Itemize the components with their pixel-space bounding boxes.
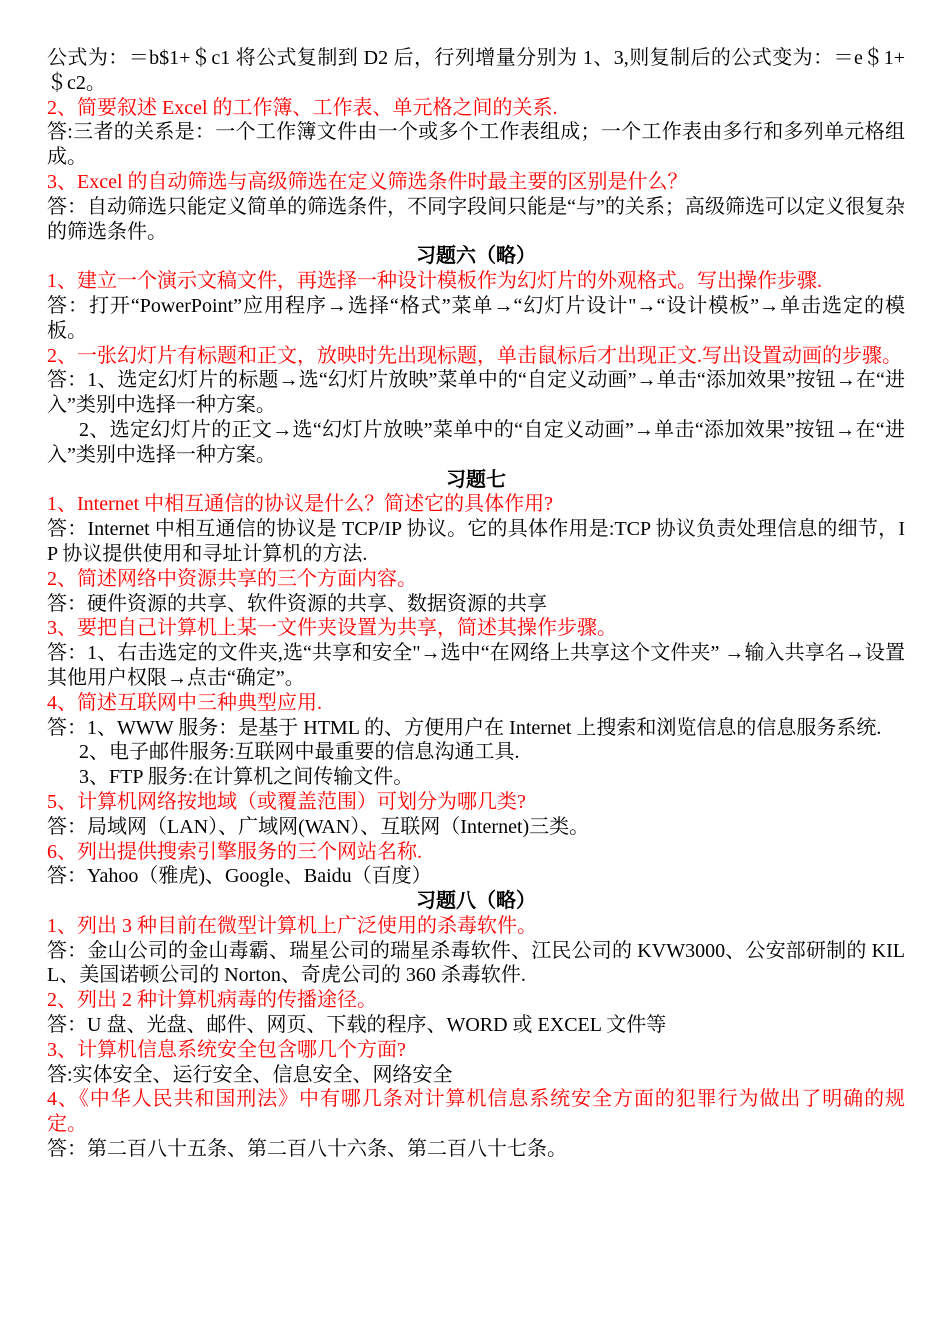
question-text: 1、列出 3 种目前在微型计算机上广泛使用的杀毒软件。 xyxy=(47,914,537,937)
answer-text: 公式为：＝b$1+＄c1 将公式复制到 D2 后，行列增量分别为 1、3,则复制后的公式变为：＝e＄1+＄c2。 xyxy=(47,47,905,94)
answer-text: 答:三者的关系是：一个工作簿文件由一个或多个工作表组成；一个工作表由多行和多列单元格组成。 xyxy=(47,121,905,169)
answer-text: 3、FTP 服务:在计算机之间传输文件。 xyxy=(79,766,414,789)
answer-text: 2、选定幻灯片的正文→选“幻灯片放映”菜单中的“自定义动画”→单击“添加效果”按钮→在“进入”类别中选择一种方案。 xyxy=(47,418,905,466)
answer-text: 答：硬件资源的共享、软件资源的共享、数据资源的共享 xyxy=(47,592,547,615)
question-text: 1、Internet 中相互通信的协议是什么？简述它的具体作用? xyxy=(47,493,554,516)
answer-text: 答：第二百八十五条、第二百八十六条、第二百八十七条。 xyxy=(47,1138,567,1161)
answer-text: 答：1、WWW 服务：是基于 HTML 的、方便用户在 Internet 上搜索和浏览信息的信息服务系统. xyxy=(47,716,882,739)
answer-text: 答：局域网（LAN）、广域网(WAN）、互联网（Internet)三类。 xyxy=(47,815,590,838)
answer-text: 答：Yahoo（雅虎)、Google、Baidu（百度） xyxy=(47,865,432,888)
answer-text: 答：U 盘、光盘、邮件、网页、下载的程序、WORD 或 EXCEL 文件等 xyxy=(47,1014,667,1037)
question-text: 4、《中华人民共和国刑法》中有哪几条对计算机信息系统安全方面的犯罪行为做出了明确的规定。 xyxy=(47,1088,905,1136)
answer-text: 答：Internet 中相互通信的协议是 TCP/IP 协议。它的具体作用是:TCP 协议负责处理信息的细节，IP 协议提供使用和寻址计算机的方法. xyxy=(47,518,905,565)
question-text: 1、建立一个演示文稿文件，再选择一种设计模板作为幻灯片的外观格式。写出操作步骤. xyxy=(47,270,822,293)
question-text: 2、简要叙述 Excel 的工作簿、工作表、单元格之间的关系. xyxy=(47,96,558,119)
section-heading: 习题六（略） xyxy=(416,245,536,268)
document-page xyxy=(47,46,905,1162)
answer-text: 答：1、右击选定的文件夹,选“共享和安全"→选中“在网络上共享这个文件夹” →输入共享名→设置其他用户权限→点击“确定”。 xyxy=(47,642,905,689)
answer-text: 答:实体安全、运行安全、信息安全、网络安全 xyxy=(47,1063,453,1086)
question-text: 2、列出 2 种计算机病毒的传播途径。 xyxy=(47,989,377,1012)
answer-text: 答：1、选定幻灯片的标题→选“幻灯片放映”菜单中的“自定义动画”→单击“添加效果”按钮→在“进入”类别中选择一种方案。 xyxy=(47,369,905,417)
question-text: 3、计算机信息系统安全包含哪几个方面? xyxy=(47,1038,406,1061)
answer-text: 答：自动筛选只能定义简单的筛选条件，不同字段间只能是“与”的关系；高级筛选可以定义很复杂的筛选条件。 xyxy=(47,195,905,243)
question-text: 6、列出提供搜索引擎服务的三个网站名称. xyxy=(47,840,422,863)
question-text: 3、Excel 的自动筛选与高级筛选在定义筛选条件时最主要的区别是什么？ xyxy=(47,170,688,193)
question-text: 2、一张幻灯片有标题和正文，放映时先出现标题，单击鼠标后才出现正文.写出设置动画的步骤。 xyxy=(47,344,902,367)
section-heading: 习题七 xyxy=(446,468,506,491)
question-text: 2、简述网络中资源共享的三个方面内容。 xyxy=(47,567,417,590)
question-text: 4、简述互联网中三种典型应用. xyxy=(47,691,322,714)
question-text: 5、计算机网络按地域（或覆盖范围）可划分为哪几类? xyxy=(47,790,526,813)
answer-text: 答：金山公司的金山毒霸、瑞星公司的瑞星杀毒软件、江民公司的 KVW3000、公安部研制的 KILL、美国诺顿公司的 Norton、奇虎公司的 360 杀毒软件. xyxy=(47,939,905,987)
answer-text: 2、电子邮件服务:互联网中最重要的信息沟通工具. xyxy=(79,741,520,764)
answer-text: 答：打开“PowerPoint”应用程序→选择“格式”菜单→“幻灯片设计"→“设计模板”→单击选定的模板。 xyxy=(47,294,905,342)
question-text: 3、要把自己计算机上某一文件夹设置为共享，简述其操作步骤。 xyxy=(47,617,617,640)
section-heading: 习题八（略） xyxy=(416,890,536,913)
